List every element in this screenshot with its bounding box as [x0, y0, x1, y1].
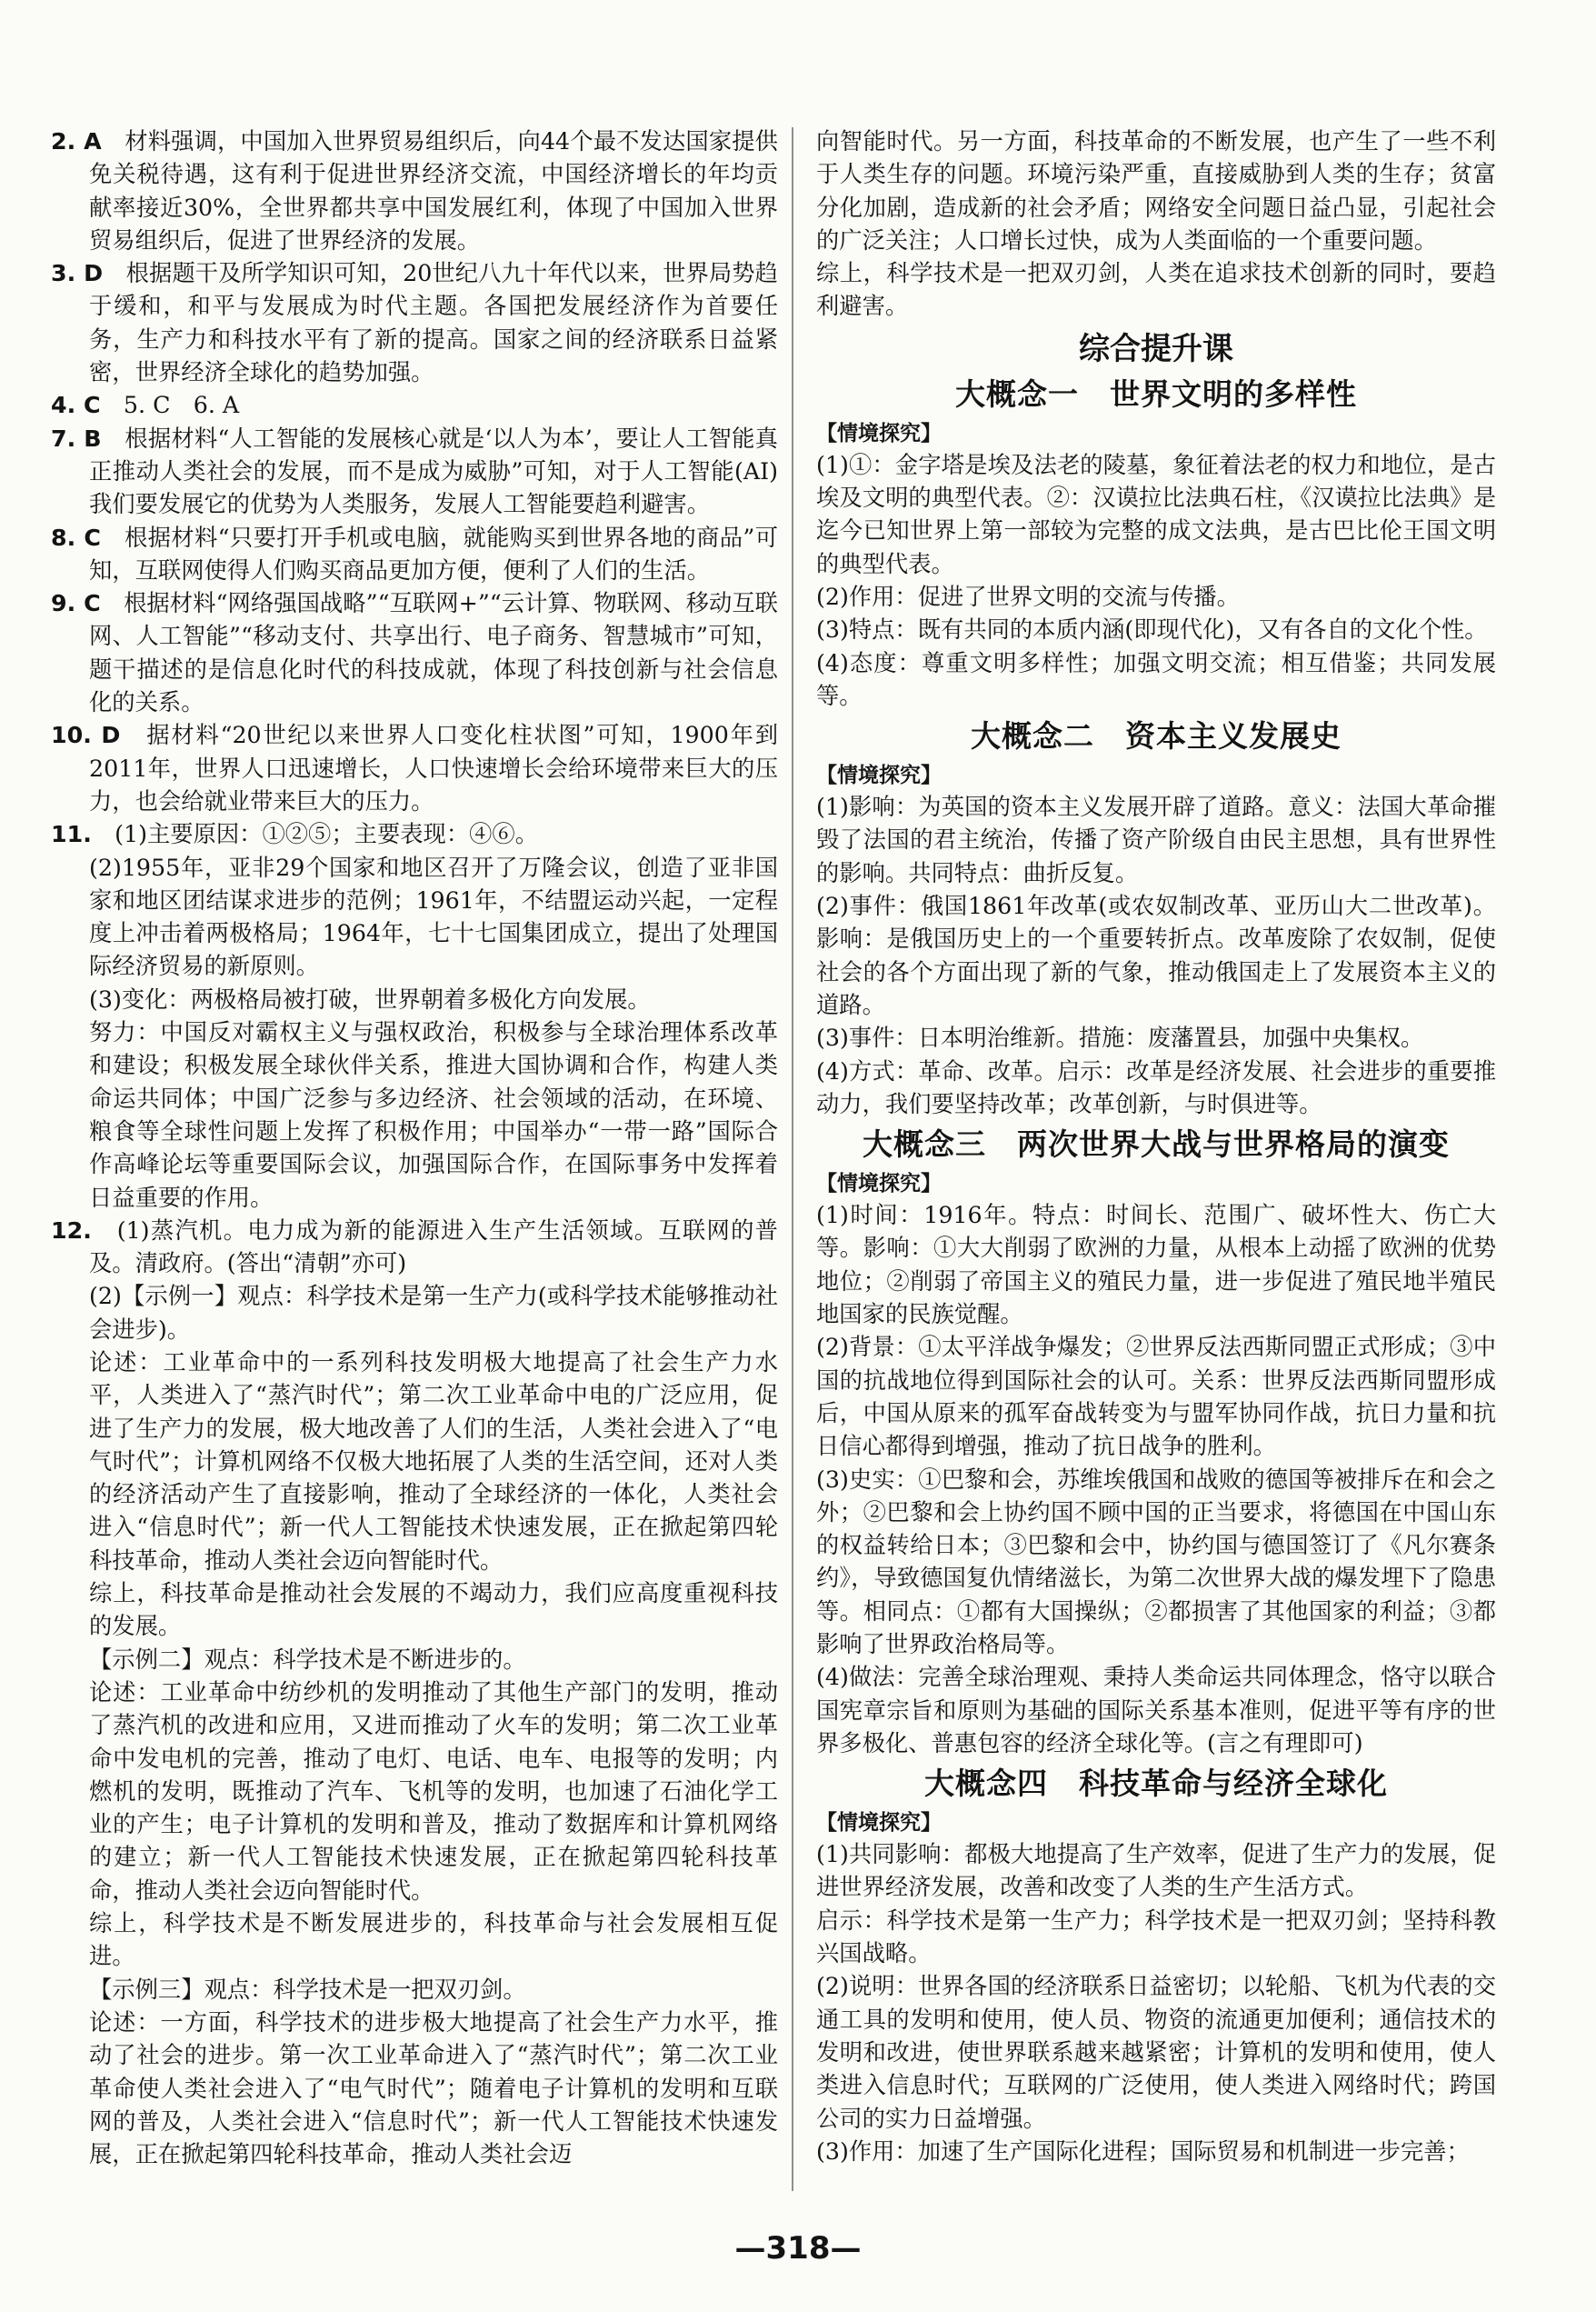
- answer-item: [51, 522, 778, 588]
- concept-answer: (2)背景：①太平洋战争爆发；②世界反法西斯同盟正式形成；③中国的抗战地位得到国际社会的认可。关系：世界反法西斯同盟形成后，中国从原来的孤军奋战转变为与盟军协同作战，抗日力量和抗日信心都得到增强，推动了抗日战争的胜利。: [816, 1334, 1496, 1460]
- situation-tag: 【情境探究】: [816, 421, 942, 445]
- situation-tag: 【情境探究】: [816, 764, 942, 788]
- answer-text: 根据材料“只要打开手机或电脑，就能购买到世界各地的商品”可知，互联网使得人们购买商品更加方便，便利了人们的生活。: [89, 524, 778, 584]
- concept-answer: (2)事件：俄国1861年改革(或农奴制改革、亚历山大二世改革)。影响：是俄国历史上的一个重要转折点。改革废除了农奴制，促使社会的各个方面出现了新的气象，推动俄国走上了发展资本主义的道路。: [816, 893, 1496, 1018]
- answer-item: [51, 587, 778, 719]
- concept-answer: (3)作用：加速了生产国际化进程；国际贸易和机制进一步完善；: [816, 2137, 1470, 2165]
- concept-title: 大概念三 两次世界大战与世界格局的演变: [863, 1126, 1450, 1163]
- answer-item: [51, 423, 778, 522]
- answer-item: [51, 1215, 778, 1281]
- left-column: [51, 125, 778, 2171]
- question-number: 10. D: [51, 722, 121, 749]
- concept-title: 大概念二 资本主义发展史: [971, 718, 1342, 755]
- right-column: [816, 125, 1496, 2168]
- question-number: 9. C: [51, 590, 101, 617]
- answer-item: [51, 389, 778, 422]
- answer-paragraph: 向智能时代。另一方面，科技革命的不断发展，也产生了一些不利于人类生存的问题。环境污染严重，直接威胁到人类的生存；贫富分化加剧，造成新的社会矛盾；网络安全问题日益凸显，引起社会的广泛关注；人口增长过快，成为人类面临的一个重要问题。: [816, 128, 1496, 254]
- question-number: 4. C: [51, 392, 101, 419]
- answer-item: [51, 719, 778, 818]
- concept-answer: (1)①：金字塔是埃及法老的陵墓，象征着法老的权力和地位，是古埃及文明的典型代表。②：汉谟拉比法典石柱，《汉谟拉比法典》是迄今已知世界上第一部较为完整的成文法典，是古巴比伦王国文明的典型代表。: [816, 451, 1496, 577]
- concept-answer: (3)史实：①巴黎和会，苏维埃俄国和战败的德国等被排斥在和会之外；②巴黎和会上协约国不顾中国的正当要求，将德国在中国山东的权益转给日本；③巴黎和会中，协约国与德国签订了《凡尔赛条约》，导致德国复仇情绪滋长，为第二次世界大战的爆发埋下了隐患等。相同点：①都有大国操纵；②都损害了其他国家的利益；③都影响了世界政治格局等。: [816, 1466, 1496, 1657]
- answer-text: 据材料“20世纪以来世界人口变化柱状图”可知，1900年到2011年，世界人口迅速增长，人口快速增长会给环境带来巨大的压力，也会给就业带来巨大的压力。: [89, 722, 778, 815]
- answer-item: [51, 125, 778, 257]
- question-number: 7. B: [51, 425, 102, 452]
- question-number: 2. A: [51, 128, 102, 155]
- concept-answer: (4)方式：革命、改革。启示：改革是经济发展、社会进步的重要推动力，我们要坚持改革；改革创新，与时俱进等。: [816, 1057, 1496, 1117]
- answer-paragraph: 【示例三】观点：科学技术是一把双刃剑。: [89, 1976, 526, 2003]
- question-number: 11.: [51, 821, 92, 848]
- answer-text: (1)蒸汽机。电力成为新的能源进入生产生活领域。互联网的普及。清政府。(答出“清朝”亦可): [89, 1216, 778, 1277]
- answer-text: 根据材料“人工智能的发展核心就是‘以人为本’，要让人工智能真正推动人类社会的发展，而不是成为威胁”可知，对于人工智能(AI)我们要发展它的优势为人类服务，发展人工智能要趋利避害。: [89, 425, 778, 518]
- answer-paragraph: 论述：工业革命中纺纱机的发明推动了其他生产部门的发明，推动了蒸汽机的改进和应用，又进而推动了火车的发明；第二次工业革命中发电机的完善，推动了电灯、电话、电车、电报等的发明；内燃机的发明，既推动了汽车、飞机等的发明，也加速了石油化学工业的产生；电子计算机的发明和普及，推动了数据库和计算机网络的建立；新一代人工智能技术快速发展，正在掀起第四轮科技革命，推动人类社会迈向智能时代。: [89, 1678, 778, 1904]
- answer-text: (1)主要原因：①②⑤；主要表现：④⑥。: [115, 821, 539, 848]
- answer-paragraph: 综上，科学技术是一把双刃剑，人类在追求技术创新的同时，要趋利避害。: [816, 260, 1496, 320]
- concept-answer: (2)作用：促进了世界文明的交流与传播。: [816, 583, 1240, 610]
- concept-answer: (4)做法：完善全球治理观、秉持人类命运共同体理念，恪守以联合国宪章宗旨和原则为基础的国际关系基本准则，促进平等有序的世界多极化、普惠包容的经济全球化等。(言之有理即可): [816, 1664, 1496, 1757]
- column-divider: [792, 127, 793, 2191]
- page-number: —318—: [734, 2230, 862, 2267]
- answer-text: 材料强调，中国加入世界贸易组织后，向44个最不发达国家提供免关税待遇，这有利于促进世界经济交流，中国经济增长的年均贡献率接近30%，全世界都共享中国发展红利，体现了中国加入世界贸易组织后，促进了世界经济的发展。: [89, 128, 778, 254]
- answer-paragraph: (2)1955年，亚非29个国家和地区召开了万隆会议，创造了亚非国家和地区团结谋求进步的范例；1961年，不结盟运动兴起，一定程度上冲击着两极格局；1964年，七十七国集团成立，提出了处理国际经济贸易的新原则。: [89, 854, 778, 980]
- section-title: 综合提升课: [1079, 330, 1233, 367]
- concept-answer: (3)特点：既有共同的本质内涵(即现代化)，又有各自的文化个性。: [816, 616, 1488, 644]
- question-number: 12.: [51, 1216, 92, 1244]
- answer-item: [51, 257, 778, 389]
- answer-item: [51, 818, 778, 851]
- answer-paragraph: 【示例二】观点：科学技术是不断进步的。: [89, 1646, 526, 1673]
- answer-paragraph: (2)【示例一】观点：科学技术是第一生产力(或科学技术能够推动社会进步)。: [89, 1283, 778, 1343]
- answer-paragraph: 综上，科学技术是不断发展进步的，科技革命与社会发展相互促进。: [89, 1910, 778, 1970]
- answer-paragraph: 论述：工业革命中的一系列科技发明极大地提高了社会生产力水平，人类进入了“蒸汽时代”；第二次工业革命中电的广泛应用，促进了生产力的发展，极大地改善了人们的生活，人类社会进入了“电气时代”；计算机网络不仅极大地拓展了人类的生活空间，还对人类的经济活动产生了直接影响，推动了全球经济的一体化，人类社会进入“信息时代”；新一代人工智能技术快速发展，正在掀起第四轮科技革命，推动人类社会迈向智能时代。: [89, 1348, 778, 1574]
- concept-answer: (1)影响：为英国的资本主义发展开辟了道路。意义：法国大革命摧毁了法国的君主统治，传播了资产阶级自由民主思想，具有世界性的影响。共同特点：曲折反复。: [816, 794, 1496, 886]
- answer-paragraph: 论述：一方面，科学技术的进步极大地提高了社会生产力水平，推动了社会的进步。第一次工业革命进入了“蒸汽时代”；第二次工业革命使人类社会进入了“电气时代”；随着电子计算机的发明和互联网的普及，人类社会进入“信息时代”；新一代人工智能技术快速发展，正在掀起第四轮科技革命，推动人类社会迈: [89, 2008, 778, 2168]
- concept-title: 大概念四 科技革命与经济全球化: [924, 1766, 1388, 1802]
- situation-tag: 【情境探究】: [816, 1811, 942, 1836]
- answer-text: 5. C 6. A: [123, 392, 240, 419]
- concept-answer: (3)事件：日本明治维新。措施：废藩置县，加强中央集权。: [816, 1025, 1424, 1052]
- concept-answer: (1)共同影响：都极大地提高了生产效率，促进了生产力的发展，促进世界经济发展，改善和改变了人类的生产生活方式。: [816, 1841, 1496, 1901]
- situation-tag: 【情境探究】: [816, 1172, 942, 1196]
- concept-answer: (1)时间：1916年。特点：时间长、范围广、破坏性大、伤亡大等。影响：①大大削弱了欧洲的力量，从根本上动摇了欧洲的优势地位；②削弱了帝国主义的殖民力量，进一步促进了殖民地半殖民地国家的民族觉醒。: [816, 1202, 1496, 1328]
- concept-title: 大概念一 世界文明的多样性: [955, 375, 1357, 412]
- answer-paragraph: 综上，科技革命是推动社会发展的不竭动力，我们应高度重视科技的发展。: [89, 1580, 778, 1640]
- answer-paragraph: (3)变化：两极格局被打破，世界朝着多极化方向发展。: [89, 986, 651, 1013]
- answer-text: 根据题干及所学知识可知，20世纪八九十年代以来，世界局势趋于缓和，和平与发展成为时代主题。各国把发展经济作为首要任务，生产力和科技水平有了新的提高。国家之间的经济联系日益紧密，世界经济全球化的趋势加强。: [89, 260, 778, 386]
- question-number: 3. D: [51, 260, 104, 287]
- answer-text: 根据材料“网络强国战略”“互联网+”“云计算、物联网、移动互联网、人工智能”“移动支付、共享出行、电子商务、智慧城市”可知，题干描述的是信息化时代的科技成就，体现了科技创新与社会信息化的关系。: [89, 590, 778, 716]
- question-number: 8. C: [51, 524, 101, 551]
- answer-paragraph: 努力：中国反对霸权主义与强权政治，积极参与全球治理体系改革和建设；积极发展全球伙伴关系，推进大国协调和合作，构建人类命运共同体；中国广泛参与多边经济、社会领域的活动，在环境、粮食等全球性问题上发挥了积极作用；中国举办“一带一路”国际合作高峰论坛等重要国际会议，加强国际合作，在国际事务中发挥着日益重要的作用。: [89, 1019, 778, 1211]
- concept-answer: (4)态度：尊重文明多样性；加强文明交流；相互借鉴；共同发展等。: [816, 649, 1496, 709]
- concept-answer: (2)说明：世界各国的经济联系日益密切；以轮船、飞机为代表的交通工具的发明和使用，使人员、物资的流通更加便利；通信技术的发明和改进，使世界联系越来越紧密；计算机的发明和使用，使人类进入信息时代；互联网的广泛使用，使人类进入网络时代；跨国公司的实力日益增强。: [816, 1973, 1496, 2132]
- concept-answer: 启示：科学技术是第一生产力；科学技术是一把双刃剑；坚持科教兴国战略。: [816, 1907, 1496, 1967]
